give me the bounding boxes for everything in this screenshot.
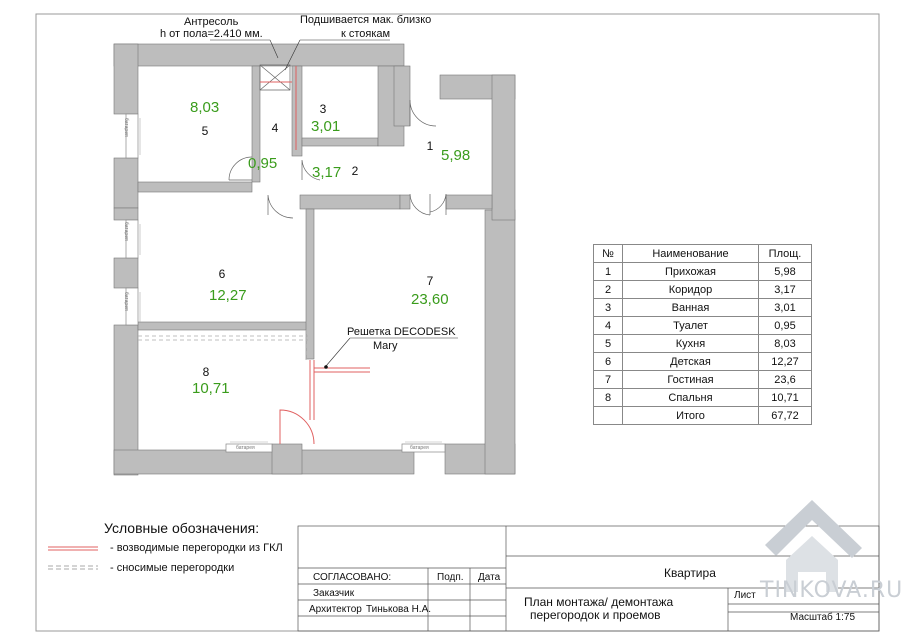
table-cell-number: 8 <box>594 389 623 407</box>
column-header-area: Площ. <box>759 245 812 263</box>
architect-name: Тинькова Н.А. <box>366 604 432 615</box>
table-total-row <box>594 407 812 425</box>
room-number-2: 2 <box>345 161 365 181</box>
table-cell-area: 8,03 <box>759 335 812 353</box>
sheet-label: Лист <box>734 590 756 601</box>
drawing-title-line-2: перегородок и проемов <box>530 608 661 622</box>
customer-label: Заказчик <box>313 588 355 599</box>
drawing-title-line-1: План монтажа/ демонтажа <box>524 595 674 609</box>
grille-note-line-1: Решетка DECODESK <box>347 326 456 338</box>
radiators <box>140 118 442 442</box>
removed-partitions <box>138 330 308 360</box>
table-cell-name: Спальня <box>623 389 759 407</box>
room-area-4: 0,95 <box>248 155 278 172</box>
architect-label: Архитектор <box>309 604 362 615</box>
table-cell-name: Ванная <box>623 299 759 317</box>
grille-marker <box>324 365 328 369</box>
table-cell-area: 12,27 <box>759 353 812 371</box>
agreed-label: СОГЛАСОВАНО: <box>313 572 392 583</box>
table-row <box>594 299 812 317</box>
room-area-3: 3,01 <box>311 118 341 135</box>
date-label: Дата <box>478 572 501 583</box>
table-cell-name: Кухня <box>623 335 759 353</box>
table-cell-name: Туалет <box>623 317 759 335</box>
column-header-name: Наименование <box>623 245 759 263</box>
room-area-5: 8,03 <box>190 99 220 116</box>
table-cell-area: 5,98 <box>759 263 812 281</box>
table-row <box>594 335 812 353</box>
room-area-7: 23,60 <box>411 291 449 308</box>
mezzanine-height: h от пола=2.410 мм. <box>160 28 263 40</box>
signature-label: Подп. <box>437 572 464 583</box>
room-number-3: 3 <box>313 99 333 119</box>
radiator-label: батарея <box>123 222 129 241</box>
table-row <box>594 317 812 335</box>
radiator-label: батарея <box>410 445 429 451</box>
room-number-4: 4 <box>265 118 285 138</box>
table-cell-area: 10,71 <box>759 389 812 407</box>
room-area-1: 5,98 <box>441 147 471 164</box>
table-cell-name: Прихожая <box>623 263 759 281</box>
table-cell-number: 3 <box>594 299 623 317</box>
table-cell-name: Детская <box>623 353 759 371</box>
table-cell-number: 4 <box>594 317 623 335</box>
table-cell-number: 6 <box>594 353 623 371</box>
legend-title: Условные обозначения: <box>104 520 260 536</box>
table-row <box>594 389 812 407</box>
radiator-label: батарея <box>236 445 255 451</box>
table-cell-area: 3,01 <box>759 299 812 317</box>
table-row <box>594 281 812 299</box>
table-cell-number: 2 <box>594 281 623 299</box>
room-schedule-table <box>593 244 812 425</box>
mezzanine-title: Антресоль <box>184 16 239 28</box>
room-number-8: 8 <box>196 362 216 382</box>
room-area-8: 10,71 <box>192 380 230 397</box>
column-header-number: № <box>594 245 623 263</box>
grille-note-line-2: Mary <box>373 340 398 352</box>
legend-item-removed-partition: - сносимые перегородки <box>110 562 235 574</box>
total-empty-cell <box>594 407 623 425</box>
table-header-row <box>594 245 812 263</box>
room-number-1: 1 <box>420 136 440 156</box>
scale-label: Масштаб 1:75 <box>790 612 856 623</box>
table-row <box>594 263 812 281</box>
legend-lines <box>48 547 98 569</box>
radiator-label: батарея <box>123 118 129 137</box>
room-number-6: 6 <box>212 264 232 284</box>
table-row <box>594 371 812 389</box>
riser-note-line-2: к стоякам <box>341 28 391 40</box>
table-cell-name: Коридор <box>623 281 759 299</box>
table-cell-number: 1 <box>594 263 623 281</box>
project-name: Квартира <box>664 566 716 580</box>
table-row <box>594 353 812 371</box>
watermark-logo-text: TINKOVA.RU <box>760 578 904 603</box>
total-label: Итого <box>623 407 759 425</box>
table-cell-number: 7 <box>594 371 623 389</box>
table-cell-name: Гостиная <box>623 371 759 389</box>
legend-item-new-partition: - возводимые перегородки из ГКЛ <box>110 542 283 554</box>
room-number-7: 7 <box>420 271 440 291</box>
table-cell-area: 0,95 <box>759 317 812 335</box>
room-number-5: 5 <box>195 121 215 141</box>
table-cell-number: 5 <box>594 335 623 353</box>
total-value: 67,72 <box>759 407 812 425</box>
room-area-2: 3,17 <box>312 164 342 181</box>
table-cell-area: 23,6 <box>759 371 812 389</box>
riser-note-line-1: Подшивается мак. близко <box>300 14 432 26</box>
table-cell-area: 3,17 <box>759 281 812 299</box>
windows <box>126 114 445 452</box>
radiator-label: батарея <box>123 292 129 311</box>
room-area-6: 12,27 <box>209 287 247 304</box>
